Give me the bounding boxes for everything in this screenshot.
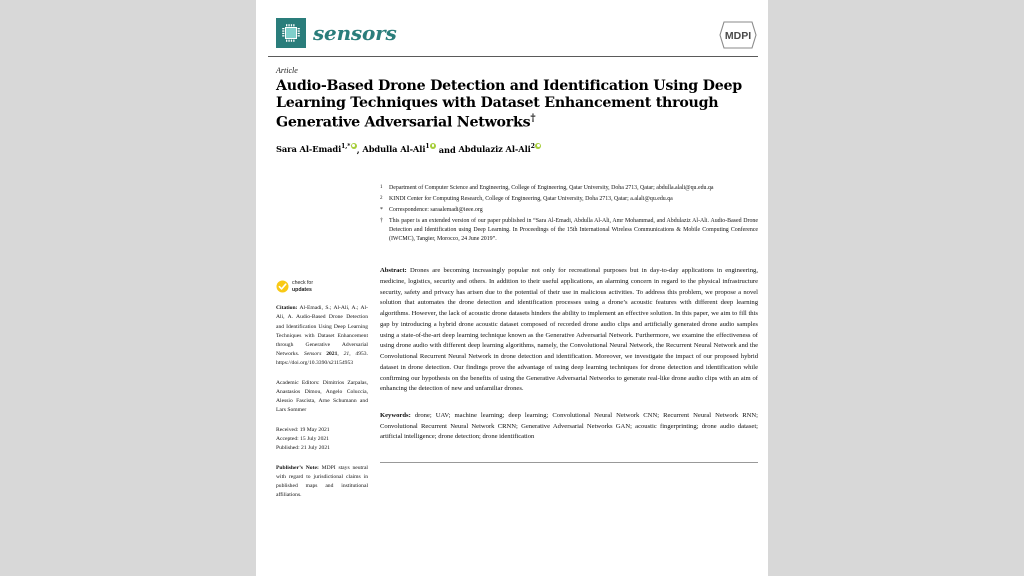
author-affiliation-marker: 2 (530, 143, 535, 151)
author-affiliation-marker: 1 (425, 143, 430, 151)
correspondence-row (380, 206, 758, 215)
author-affiliation-marker: 1,* (341, 143, 351, 151)
date-accepted: Accepted: 15 July 2021 (276, 436, 329, 442)
page-title (276, 78, 758, 132)
title-block (268, 66, 758, 154)
affiliation-list (380, 184, 758, 244)
footnote-text: This paper is an extended version of our paper published in “Sara Al-Emadi, Abdulla Al-Ali, Amr Mohammad, and Abdulaziz Al-Ali. Audio-Based Drone Detection and Identification using Deep Learning. In Proceedings of the 15th International Wireless Communications & Mobile Computing Conference (IWCMC), Tangier, Morocco, 24 June 2019”. (389, 217, 758, 242)
author-entry[interactable] (362, 144, 436, 154)
publication-dates (276, 426, 368, 453)
article-type-label: Article (276, 66, 298, 75)
academic-editors-block (276, 379, 368, 415)
title-dagger-marker: † (530, 112, 536, 124)
check-circle-icon (276, 280, 289, 293)
footnote-row (380, 217, 758, 245)
affiliation-text: Department of Computer Science and Engineering, College of Engineering, Qatar University, Doha 2713, Qatar; abdulla.alali@qu.edu.qa (389, 185, 714, 192)
publisher-note-label: Publisher’s Note: (276, 465, 319, 472)
check-for-updates-badge[interactable] (276, 280, 368, 293)
orcid-icon[interactable] (535, 143, 541, 149)
abstract-label: Abstract: (380, 267, 407, 275)
citation-volume: 21 (343, 350, 350, 357)
publisher-note-block (276, 464, 368, 500)
publisher-note-text: MDPI stays neutral with regard to jurisdictional claims in published maps and institutional affiliations. (276, 465, 368, 499)
content-divider (380, 462, 758, 463)
citation-text: Al-Emadi, S.; Al-Ali, A.; Al-Ali, A. Audio-Based Drone Detection and Identification Using Deep Learning Techniques with Dataset Enhancement through Generative Adversarial Networks. (276, 305, 368, 357)
affiliation-row (380, 184, 758, 193)
abstract-text: Drones are becoming increasingly popular not only for recreational purposes but in day-to-day applications in engineering, medicine, logistics, security and others. In addition to their useful applications, an alarming concern in regard to the physical infrastructure security, safety and privacy has arisen due to the potential of their use in malicious activities. To address this problem, we propose a novel solution that automates the drone detection and identification processes using a drone’s acoustic features with different deep learning algorithms. However, the lack of acoustic drone datasets hinders the ability to implement an effective solution. In this paper, we aim to fill this gap by introducing a hybrid drone acoustic dataset composed of recorded drone audio clips and artificially generated drone audio samples using a state-of-the-art deep learning technique known as the Generative Adversarial Network. Furthermore, we examine the effectiveness of using drone audio with different deep learning algorithms, namely, the Convolutional Neural Network, the Recurrent Neural Network and the Convolutional Recurrent Neural Network in drone detection and identification. Moreover, we investigate the impact of our proposed hybrid dataset in drone detection. Our findings prove the advantage of using deep learning techniques for drone detection and identification while confirming our hypothesis on the benefits of using the Generative Adversarial Networks to generate real-like drone audio clips with an aim of enhancing the detection of new and unfamiliar drones. (380, 267, 758, 393)
citation-year: 2021 (326, 350, 338, 357)
date-published: Published: 21 July 2021 (276, 445, 330, 452)
correspondence-text: Correspondence: saraalemadi@ieee.org (389, 206, 483, 213)
citation-label: Citation: (276, 305, 298, 312)
author-separator: , (356, 144, 363, 155)
affiliation-marker: 2 (380, 196, 383, 202)
author-name: Sara Al-Emadi (276, 144, 342, 155)
sidebar-metadata (276, 168, 368, 511)
author-name: Abdulla Al-Ali (362, 144, 426, 155)
mdpi-hexagon-logo[interactable] (718, 20, 758, 50)
citation-article-number: 4953 (355, 350, 367, 357)
svg-text:MDPI: MDPI (724, 30, 752, 42)
masthead (268, 18, 758, 56)
sensor-chip-icon (276, 18, 306, 48)
citation-journal: Sensors (303, 350, 322, 357)
journal-title: sensors (313, 21, 397, 45)
academic-editors-label: Academic Editors: (276, 379, 320, 386)
orcid-icon[interactable] (430, 143, 436, 149)
journal-brand[interactable] (276, 18, 397, 48)
correspondence-marker: * (380, 206, 383, 213)
check-updates-label (292, 280, 313, 293)
date-received: Received: 19 May 2021 (276, 426, 330, 433)
affiliation-text: KINDI Center for Computing Research, College of Engineering, Qatar University, Doha 2713, Qatar; a.alali@qu.edu.qa (389, 196, 673, 203)
author-entry[interactable] (458, 144, 541, 154)
author-entry[interactable] (276, 144, 357, 154)
masthead-divider (268, 56, 758, 57)
paper-title-text: Audio-Based Drone Detection and Identification Using Deep Learning Techniques with Dataset Enhancement through Generative Adversarial Networks (276, 78, 742, 131)
author-name: Abdulaziz Al-Ali (458, 144, 531, 155)
academic-editors-names: Dimitrios Zarpalas, Anastasios Dimou, Angelo Coluccia, Alessio Fascista, Arne Schumann and Lars Sommer (276, 379, 368, 413)
main-content (380, 168, 758, 511)
orcid-icon[interactable] (351, 143, 357, 149)
keywords-section (380, 411, 758, 443)
affiliation-row (380, 195, 758, 204)
paper-page (256, 0, 768, 576)
body-columns (268, 168, 758, 511)
author-separator: and (435, 144, 459, 155)
affiliation-marker: 1 (380, 185, 383, 191)
check-updates-line1: check for (292, 280, 314, 287)
check-updates-line2: updates (292, 286, 312, 293)
citation-doi-link[interactable]: https://doi.org/10.3390/s21154953 (276, 359, 354, 366)
citation-block: Citation: Al-Emadi, S.; Al-Ali, A.; Al-Ali, A. Audio-Based Drone Detection and Identification Using Deep Learning Techniques with Dataset Enhancement through Generative Adversarial Networks. Sensors 2021, 21, 4953. https://doi.org/10.3390/s21154953 (276, 305, 368, 366)
keywords-label: Keywords: (380, 411, 411, 419)
author-list (276, 143, 758, 155)
footnote-marker: † (380, 217, 383, 224)
abstract-section (380, 266, 758, 395)
keywords-text: drone; UAV; machine learning; deep learning; Convolutional Neural Network CNN; Recurrent Neural Network RNN; Convolutional Recurrent Neural Network CRNN; Generative Adversarial Networks GAN; acoustic fingerprinting; drone audio dataset; artificial intelligence; drone detection; drone identification (380, 411, 758, 441)
